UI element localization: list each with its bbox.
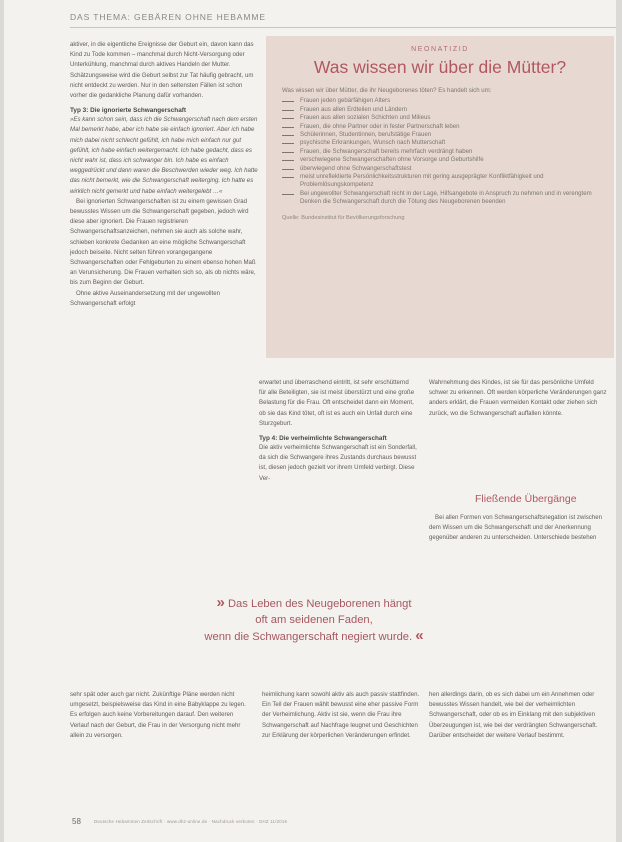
left-column-lower [70,690,250,802]
box-list-item: Frauen jeden gebärfähigen Alters [282,97,598,105]
box-list [282,97,598,206]
heading-typ-3: Typ 3: Die ignorierte Schwangerschaft [70,107,187,115]
pull-quote-line-3: wenn die Schwangerschaft negiert wurde. « [204,627,424,644]
box-kicker: NEONATIZID [411,46,469,53]
box-list-item: psychische Erkrankungen, Wunsch nach Mutterschaft [282,139,598,147]
right-lower-paragraph: hen allerdings darin, ob es sich dabei um ein Annehmen oder bewusstes Wissen handelt, wie bei der verheimlichten Schwangerschaft, oder ob es im Einklang mit den subjektiven Überzeugungen ist, wie bei der verdrängten Schwangerschaft. Darüber entscheidet der weitere Verlauf bestimmt. [429,691,598,739]
left-column-upper [70,40,258,552]
box-list-item: Bei ungewollter Schwangerschaft nicht in der Lage, Hilfsangebote in Anspruch zu nehmen und in verengtem Denken die Schwangerschaft durch die Tötung des Neugeborenen beenden [282,190,598,207]
left-paragraph-1: aktiver, in die eigentliche Ereignisse der Geburt ein, davon kann das Kind zu Tode kommen – manchmal durch Nicht-Versorgung oder Unterkühlung, manchmal durch aktives Handeln der Mutter. Schätzungsweise wird die Geburt selbst zur Tat häufig gebracht, um nicht entdeckt zu werden. Nur in den seltensten Fällen ist schon vorher die gedankliche Planung dafür vorhanden. [70,41,254,100]
dash-icon [282,169,294,170]
quote-close-icon: « [415,627,424,644]
box-source: Quelle: Bundesinstitut für Bevölkerungsforschung [282,214,405,221]
subheading-fliessende-uebergaenge: Fließende Übergänge [475,493,577,505]
box-title: Was wissen wir über die Mütter? [313,57,567,77]
middle-column-upper [259,378,417,552]
right-column-upper [429,378,611,490]
pull-quote-line-2: oft am seidenen Faden, [255,613,373,626]
left-paragraph-3: Ohne aktive Auseinandersetzung mit der ungewollten Schwangerschaft erfolgt [70,289,220,307]
box-list-item: Frauen, die Schwangerschaft bereits mehrfach verdrängt haben [282,148,598,156]
box-list-item: Frauen, die ohne Partner oder in fester Partnerschaft leben [282,123,598,131]
right-column-lower [429,690,611,802]
heading-typ-4: Typ 4: Die verheimlichte Schwangerschaft [259,435,387,443]
dash-icon [282,177,294,178]
page [4,0,616,842]
right-paragraph-1: Wahrnehmung des Kindes, ist sie für das persönliche Umfeld schwer zu erkennen. Oft werden körperliche Veränderungen ganz anders erklärt, die Frauen vermeiden Kontakt oder ziehen sich zurück, wo die Schwangerschaft auffallen könnte. [429,379,607,417]
quote-open-icon: » [216,594,225,611]
box-list-item: überwiegend ohne Schwangerschaftstest [282,165,598,173]
box-list-item: Frauen aus allen Erdteilen und Ländern [282,106,598,114]
dash-icon [282,152,294,153]
left-paragraph-2: Bei ignorierten Schwangerschaften ist zu einem gewissen Grad bewusstes Wissen um die Schwangerschaft gegeben, jedoch wird diese aber ignoriert. Die Frauen registrieren Schwangerschaftsanzeichen, nehmen sie auch als solche wahr, schieben konkrete Gedanken an eine mögliche Schwangerschaft jedoch beiseite. Nicht selten führen vorangegangene Schwangerschaften oder Fehlgeburten zu einem ebenso hohen Maß an Verunsicherung. Die Frauen verhalten sich so, als ob nichts wäre, bis zum Beginn der Geburt. [70,197,256,287]
page-number: 58 [72,817,81,826]
box-list-item: meist unreflektierte Persönlichkeitsstrukturen mit gering ausgeprägter Konfliktfähigkeit und Problemlösungskompetenz [282,173,598,190]
dash-icon [282,118,294,119]
middle-column-lower [262,690,420,802]
pull-quote-line-1: » Das Leben des Neugeborenen hängt [216,594,412,611]
dash-icon [282,194,294,195]
footer-credit: Deutsche Hebammen Zeitschrift · www.dhz-online.de · Nachdruck verboten · DHZ 11/2016 [94,819,288,824]
dash-icon [282,101,294,102]
box-list-item: verschwiegene Schwangerschaften ohne Vorsorge und Geburtshilfe [282,156,598,164]
pull-quote [124,595,504,646]
dash-icon [282,110,294,111]
header-rule [70,27,616,28]
dash-icon [282,127,294,128]
section-header: DAS THEMA: GEBÄREN OHNE HEBAMME [70,12,266,22]
box-list-item: Schülerinnen, Studentinnen, berufstätige Frauen [282,131,598,139]
middle-lower-paragraph: heimlichung kann sowohl aktiv als auch passiv stattfinden. Ein Teil der Frauen wählt bewusst eine eher passive Form der Verheimlichung. Aktiv ist sie, wenn die Frau ihre Schwangerschaft auf Nachfrage leugnet und Geschichten zur Erklärung der körperlichen Veränderungen erfindet. [262,691,420,739]
dash-icon [282,135,294,136]
middle-paragraph-2: Die aktiv verheimlichte Schwangerschaft ist ein Sonderfall, da sich die Schwangere ihres Zustands durchaus bewusst ist, diesen jedoch gezielt vor ihrem Umfeld verbirgt. Diese Ver- [259,444,417,482]
right-paragraph-2: Bei allen Formen von Schwangerschaftsnegation ist zwischen dem Wissen um die Schwangerschaft und der Anerkennung gegenüber anderen zu unterscheiden. Unterschiede bestehen [429,514,602,542]
dash-icon [282,160,294,161]
box-list-item: Frauen aus allen sozialen Schichten und Milieus [282,114,598,122]
left-lower-paragraph: sehr spät oder auch gar nicht. Zukünftige Pläne werden nicht umgesetzt, beispielsweise das Kind in eine Babyklappe zu legen. Es erfolgen auch keine Vorbereitungen darauf. Den weiteren Verlauf nach der Geburt, die Frau in der Versorgung nicht mehr allein zu versorgen. [70,691,246,739]
right-column-upper-2 [429,513,611,553]
dash-icon [282,143,294,144]
middle-paragraph-1: erwartet und überraschend eintritt, ist sehr erschütternd für alle Beteiligten, sie ist meist überstürzt und eine große Belastung für die Frau. Oft entscheidet dann ein Moment, ob sie das Kind tötet, oft ist es auch ein Unfall durch eine Sturzgeburt. [259,379,415,427]
typ-3-quote: »Es kann schon sein, dass ich die Schwangerschaft nach dem ersten Mal bemerkt habe, aber ich habe sie einfach ignoriert. Aber ich habe mich dabei nicht schlecht gefühlt, ich habe mich einfach nur gut gefühlt, ich habe einfach weitergemacht. Ich habe gedacht, dass es nicht wahr ist, dass ich schwanger bin. Ich habe es einfach weggedrückt und dann waren die Beschwerden wieder weg. Ich hatte das nicht bemerkt, wie die Schwangerschaft weiterging. Ich hatte es wirklich nicht gemerkt und habe einfach weitergelebt …« [70,116,258,195]
info-box [266,36,614,358]
box-intro: Was wissen wir über Mütter, die ihr Neugeborenes töten? Es handelt sich um: [282,87,492,94]
